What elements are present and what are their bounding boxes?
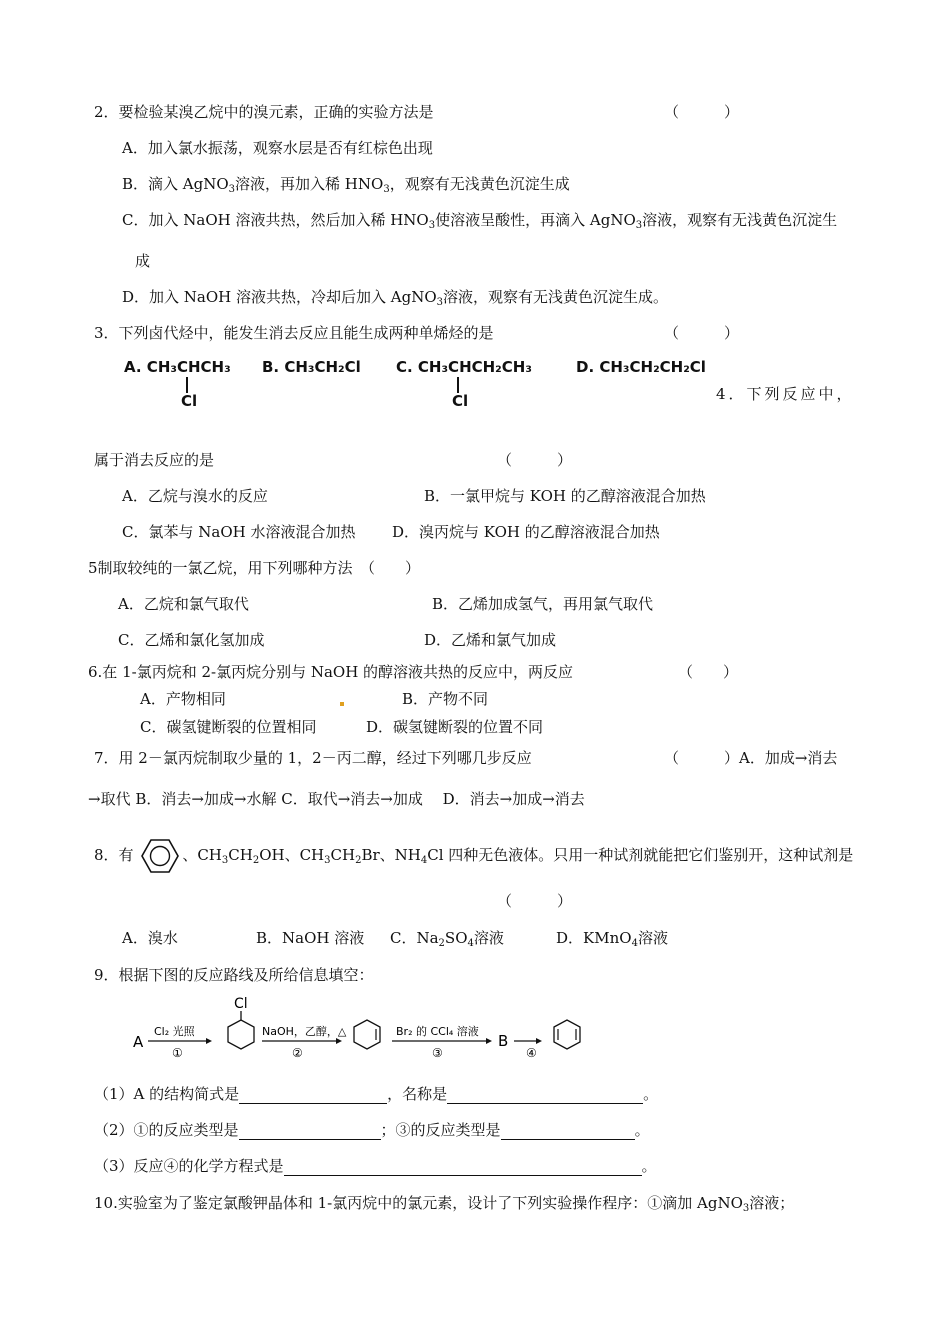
q6-option-c: C．碳氢键断裂的位置相同 xyxy=(140,718,317,736)
q9-answer-blank-2[interactable] xyxy=(447,1087,643,1104)
q3-stem: 3．下列卤代烃中，能发生消去反应且能生成两种单烯烃的是 xyxy=(94,324,494,342)
scheme-arrow-1-reagent: Cl₂ 光照 xyxy=(154,1025,195,1038)
scheme-cl-label: Cl xyxy=(234,996,248,1012)
q4-stem-end: 属于消去反应的是 xyxy=(94,451,215,469)
q8-option-c: C．$Na_2SO_4$溶液 xyxy=(390,929,504,949)
q2-option-c-continued: 成 xyxy=(135,252,151,270)
q4-option-b: B．一氯甲烷与 KOH 的乙醇溶液混合加热 xyxy=(424,487,706,505)
scheme-step-3: ③ xyxy=(432,1046,443,1060)
q9-stem: 9．根据下图的反应路线及所给信息填空： xyxy=(94,966,374,984)
q2-option-a: A．加入氯水振荡，观察水层是否有红棕色出现 xyxy=(122,139,433,157)
q2-option-d: D．加入 NaOH 溶液共热，冷却后加入 AgNO$_3$溶液，观察有无浅黄色沉淀生成。 xyxy=(122,288,669,308)
q5-option-d: D．乙烯和氯气加成 xyxy=(424,631,557,649)
q3-answer-paren: （ ） xyxy=(664,324,740,342)
chlorocyclohexane-structure xyxy=(228,996,254,1049)
q6-option-d: D．碳氢键断裂的位置不同 xyxy=(366,718,544,736)
q2-answer-paren: （ ） xyxy=(664,103,740,121)
scheme-arrow-1-head xyxy=(206,1038,212,1044)
q5-option-b: B．乙烯加成氢气，再用氯气取代 xyxy=(432,595,654,613)
q4-option-a: A．乙烷与溴水的反应 xyxy=(122,487,268,505)
q6-answer-paren: （ ） xyxy=(678,663,739,681)
q9-sub2: （2）①的反应类型是 ；③的反应类型是 。 xyxy=(94,1121,650,1139)
q4-option-d: D．溴丙烷与 KOH 的乙醇溶液混合加热 xyxy=(392,523,660,541)
q4-option-c: C．氯苯与 NaOH 水溶液混合加热 xyxy=(122,523,356,541)
q8-option-b: B．NaOH 溶液 xyxy=(256,929,365,947)
q2-stem: 2．要检验某溴乙烷中的溴元素，正确的实验方法是 xyxy=(94,103,434,121)
q5-option-c: C．乙烯和氯化氢加成 xyxy=(118,631,265,649)
q6-stem: 6.在 1-氯丙烷和 2-氯丙烷分别与 NaOH 的醇溶液共热的反应中，两反应 xyxy=(88,663,574,681)
q5-stem: 5制取较纯的一氯乙烷，用下列哪种方法 （ ） xyxy=(88,559,421,577)
q9-sub1: （1）A 的结构简式是 ，名称是 。 xyxy=(94,1085,659,1103)
q8-option-d: D．KMnO$_4$溶液 xyxy=(556,929,668,949)
q10-stem: 10.实验室为了鉴定氯酸钾晶体和 1-氯丙烷中的氯元素，设计了下列实验操作程序：①滴加 AgNO$_3$溶液； xyxy=(94,1194,795,1214)
scheme-compound-a: A xyxy=(133,1033,144,1051)
reaction-scheme xyxy=(130,995,600,1069)
q9-answer-blank-4[interactable] xyxy=(501,1123,635,1140)
q7-stem: 7．用 2－氯丙烷制取少量的 1，2－丙二醇，经过下列哪几步反应 xyxy=(94,749,532,767)
q8-option-a: A．溴水 xyxy=(122,929,178,947)
scheme-step-2: ② xyxy=(292,1046,303,1060)
q9-answer-blank-3[interactable] xyxy=(239,1123,381,1140)
q2-option-c: C．加入 NaOH 溶液共热，然后加入稀 $HNO_3$使溶液呈酸性，再滴入 AgNO$_3$溶液，观察有无浅黄色沉淀生 xyxy=(122,211,838,231)
scheme-arrow-3-reagent: Br₂ 的 CCl₄ 溶液 xyxy=(396,1025,479,1038)
scheme-arrow-4-head xyxy=(536,1038,542,1044)
q6-option-a: A．产物相同 xyxy=(140,690,226,708)
scheme-arrow-2-head xyxy=(336,1038,342,1044)
q6-option-b: B．产物不同 xyxy=(402,690,489,708)
q9-answer-blank-1[interactable] xyxy=(239,1087,387,1104)
q7-paren-and-option-a: （ ）A．加成→消去 xyxy=(664,749,838,767)
q4-answer-paren: （ ） xyxy=(497,451,573,469)
cyclohexene-structure xyxy=(354,1020,380,1049)
cyclohexadiene-structure xyxy=(554,1020,580,1049)
scheme-step-1: ① xyxy=(172,1046,183,1060)
scheme-step-4: ④ xyxy=(526,1046,537,1060)
q4-stem-start: 4．下列反应中， xyxy=(716,385,855,403)
scheme-arrow-2-reagent: NaOH，乙醇，△ xyxy=(262,1025,347,1038)
q2-option-b: B．滴入 AgNO$_3$溶液，再加入稀 $HNO_3$，观察有无浅黄色沉淀生成 xyxy=(122,175,570,195)
q5-option-a: A．乙烷和氯气取代 xyxy=(118,595,249,613)
q9-sub3: （3）反应④的化学方程式是 。 xyxy=(94,1157,657,1175)
q7-options-bcd: →取代 B．消去→加成→水解 C．取代→消去→加成 D．消去→加成→消去 xyxy=(88,790,585,808)
stray-mark xyxy=(340,702,344,706)
q8-stem: 8．有 、$CH_3CH_2OH$、$CH_3CH_2Br$、$NH_4Cl$ 四种无色液体。只用一种试剂就能把它们鉴别开，这种试剂是 xyxy=(94,838,853,874)
benzene-ring-icon xyxy=(140,838,180,874)
q8-answer-paren: （ ） xyxy=(497,892,573,910)
scheme-compound-b: B xyxy=(498,1032,509,1050)
scheme-arrow-3-head xyxy=(486,1038,492,1044)
q9-answer-blank-5[interactable] xyxy=(284,1159,642,1176)
